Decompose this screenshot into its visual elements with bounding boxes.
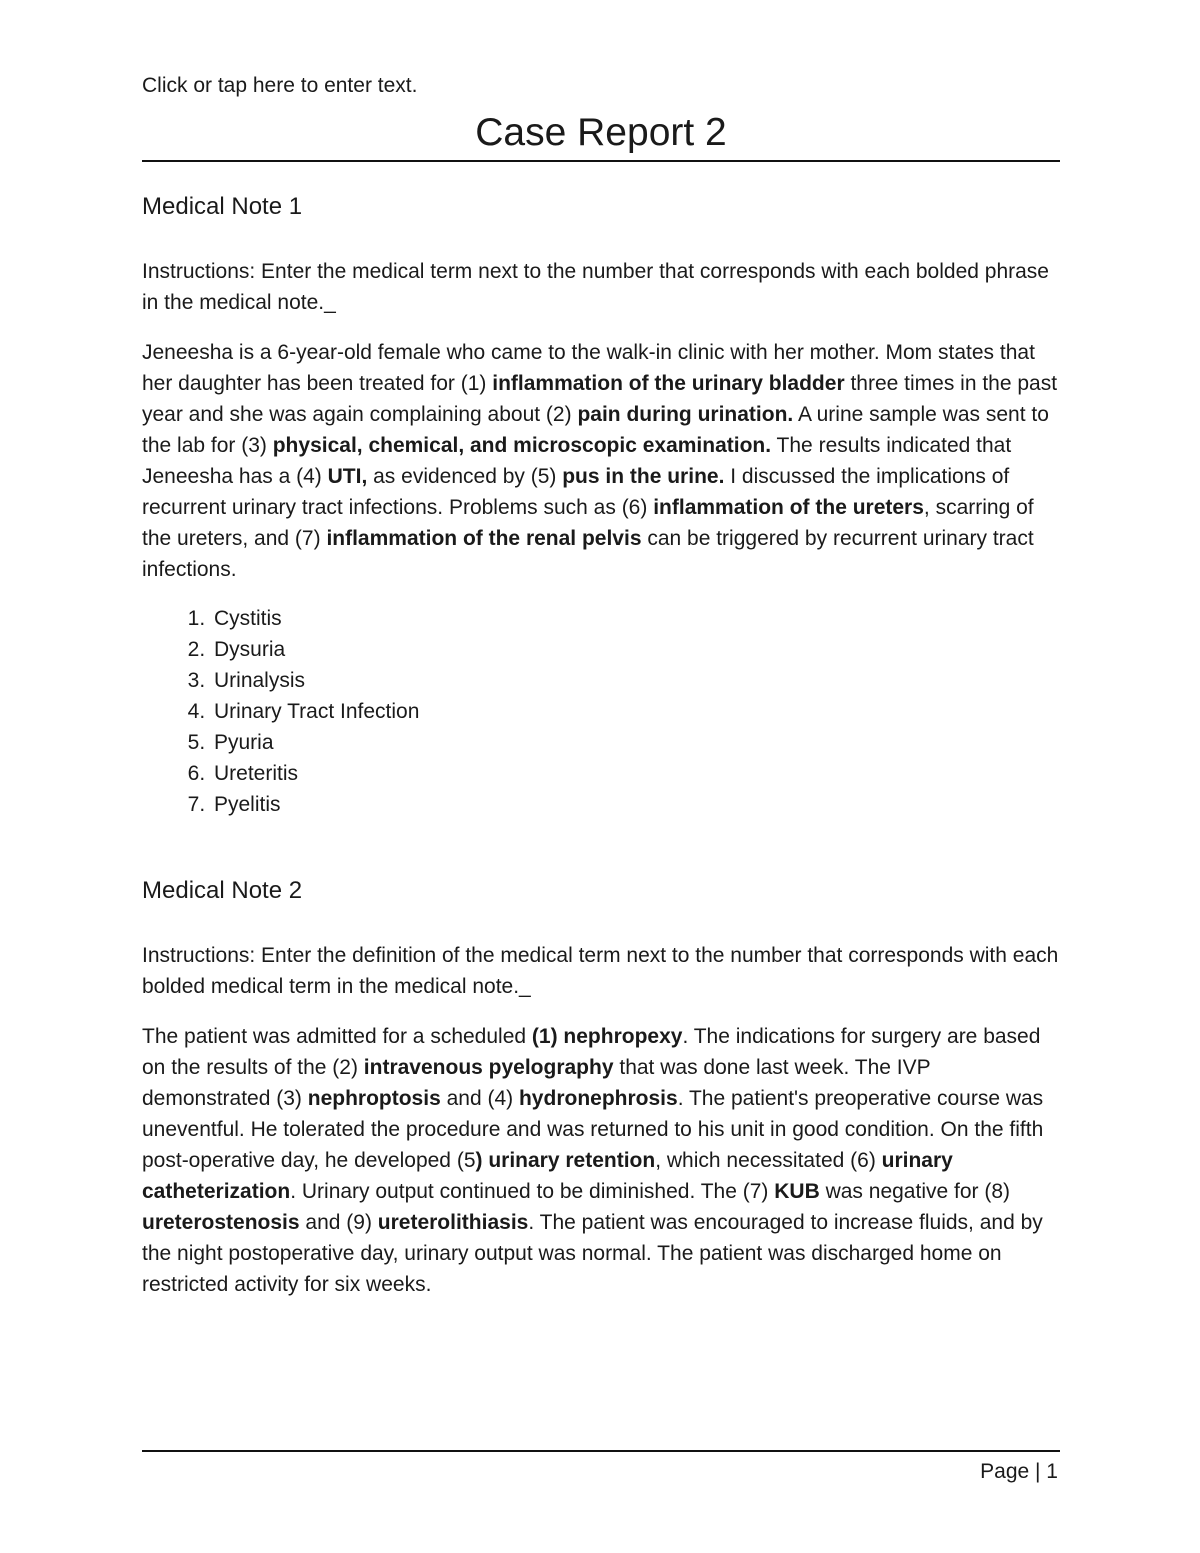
- page-number: Page | 1: [980, 1460, 1058, 1483]
- bolded-term: nephroptosis: [307, 1087, 441, 1110]
- document-title: Case Report 2: [142, 110, 1060, 162]
- bolded-term: ureterostenosis: [142, 1211, 300, 1234]
- bolded-term: ) urinary retention: [475, 1149, 656, 1172]
- bolded-term: intravenous pyelography: [363, 1056, 614, 1079]
- text-placeholder[interactable]: Click or tap here to enter text.: [142, 74, 418, 97]
- bolded-phrase: inflammation of the ureters: [653, 496, 924, 519]
- bolded-phrase: inflammation of the renal pelvis: [326, 527, 642, 550]
- answer-item[interactable]: 4. Urinary Tract Infection: [211, 696, 1060, 727]
- bolded-phrase: inflammation of the urinary bladder: [492, 372, 845, 395]
- answer-item[interactable]: 6. Ureteritis: [211, 758, 1060, 789]
- bolded-term: ureterolithiasis: [377, 1211, 529, 1234]
- medical-note-2-heading: Medical Note 2: [142, 877, 303, 904]
- bolded-term: urinary catheterization: [142, 1149, 953, 1203]
- bolded-phrase: pus in the urine.: [562, 465, 725, 488]
- bolded-term: hydronephrosis: [518, 1087, 678, 1110]
- bolded-phrase: UTI,: [327, 465, 368, 488]
- answer-item[interactable]: 2. Dysuria: [211, 634, 1060, 665]
- answer-list: [142, 603, 1060, 820]
- medical-note-2-instructions: Instructions: Enter the definition of the medical term next to the number that corresponds with each bolded medical term in the medical note._: [142, 944, 1059, 998]
- bolded-phrase: physical, chemical, and microscopic examination.: [272, 434, 772, 457]
- answer-item[interactable]: 3. Urinalysis: [211, 665, 1060, 696]
- footer-divider: [142, 1450, 1060, 1452]
- answer-item[interactable]: 5. Pyuria: [211, 727, 1060, 758]
- medical-note-1-heading: Medical Note 1: [142, 193, 303, 220]
- medical-note-2-text: The patient was admitted for a scheduled (1) nephropexy. The indications for surgery are based on the results of the (2) intravenous pyelography that was done last week. The IVP demonstrated (3) nephroptosis and (4) hydronephrosis. The patient's preoperative course was uneventful. He tolerated the procedure and was returned to his unit in good condition. On the fifth post-operative day, he developed (5) urinary retention, which necessitated (6) urinary catheterization. Urinary output continued to be diminished. The (7) KUB was negative for (8) ureterostenosis and (9) ureterolithiasis. The patient was encouraged to increase fluids, and by the night postoperative day, urinary output was normal. The patient was discharged home on restricted activity for six weeks.: [142, 1025, 1044, 1296]
- bolded-phrase: pain during urination.: [577, 403, 794, 426]
- answer-item[interactable]: 7. Pyelitis: [211, 789, 1060, 820]
- medical-note-1-text: Jeneesha is a 6-year-old female who came to the walk-in clinic with her mother. Mom states that her daughter has been treated for (1) inflammation of the urinary bladder three times in the past year and she was again complaining about (2) pain during urination. A urine sample was sent to the lab for (3) physical, chemical, and microscopic examination. The results indicated that Jeneesha has a (4) UTI, as evidenced by (5) pus in the urine. I discussed the implications of recurrent urinary tract infections. Problems such as (6) inflammation of the ureters, scarring of the ureters, and (7) inflammation of the renal pelvis can be triggered by recurrent urinary tract infections.: [142, 341, 1058, 581]
- bolded-term: (1) nephropexy: [531, 1025, 683, 1048]
- medical-note-1-instructions: Instructions: Enter the medical term next to the number that corresponds with each bolded phrase in the medical note._: [142, 260, 1049, 314]
- bolded-term: KUB: [774, 1180, 820, 1203]
- document-body: [142, 70, 1060, 1300]
- answer-item[interactable]: 1. Cystitis: [211, 603, 1060, 634]
